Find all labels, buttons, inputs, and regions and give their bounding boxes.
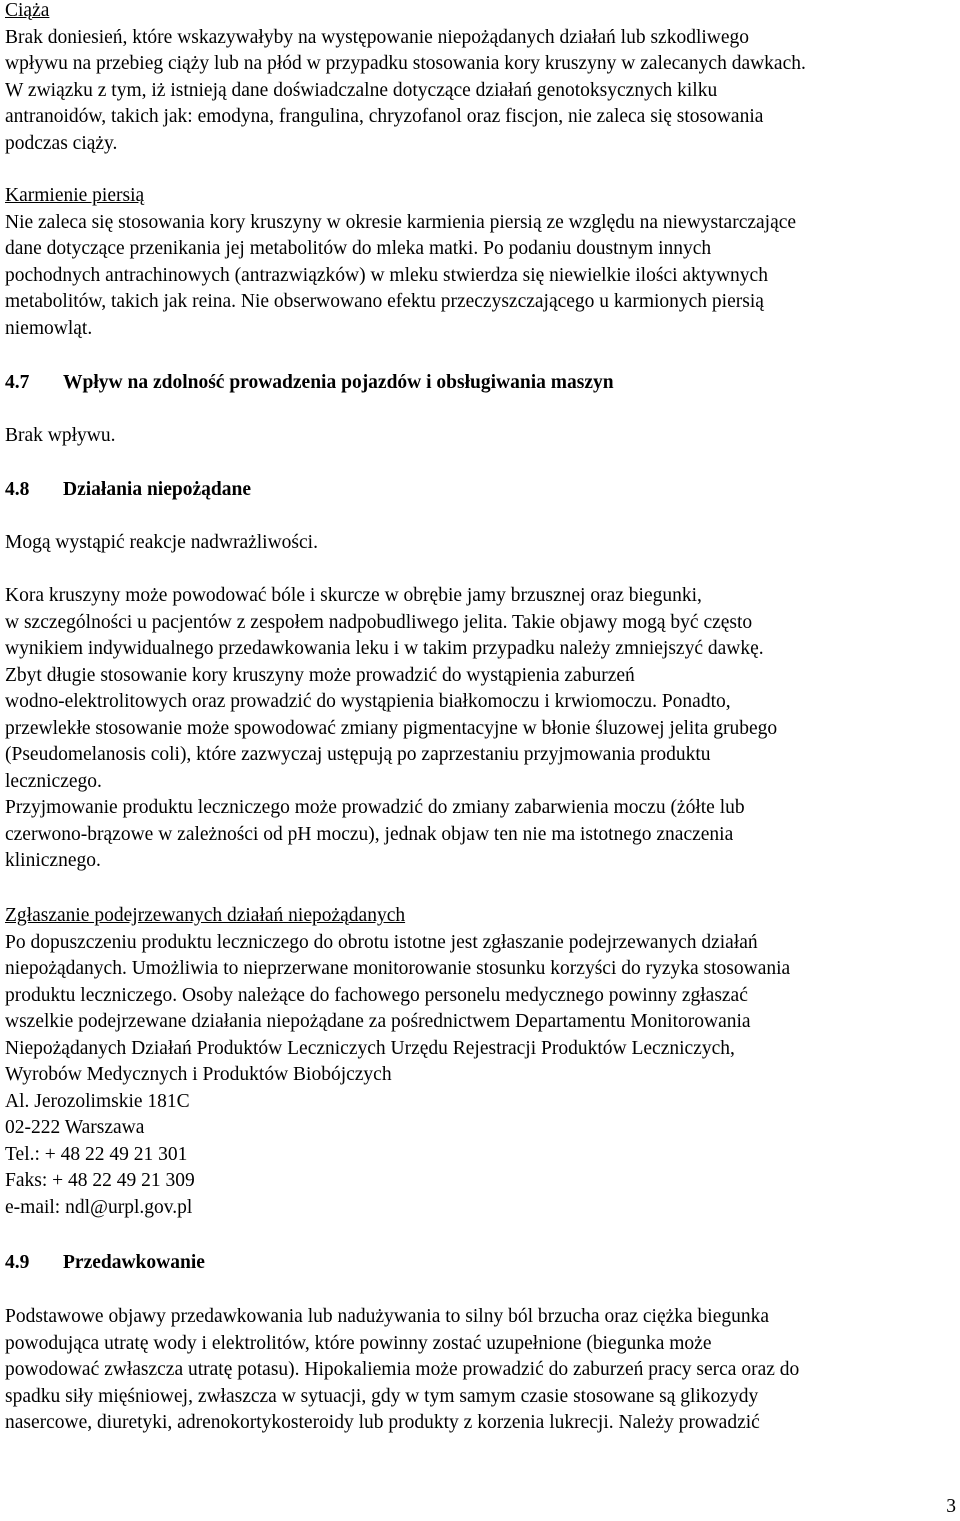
section-4-8-line: wynikiem indywidualnego przedawkowania leku i w takim przypadku należy zmniejszyć dawkę. (5, 638, 764, 659)
section-4-9-line: Podstawowe objawy przedawkowania lub nadużywania to silny ból brzucha oraz ciężka biegunka (5, 1306, 770, 1327)
pregnancy-line: antranoidów, takich jak: emodyna, frangulina, chryzofanol oraz fiscjon, nie zaleca się stosowania (5, 106, 764, 127)
section-title: Wpływ na zdolność prowadzenia pojazdów i obsługiwania maszyn (63, 372, 614, 393)
breastfeeding-line: niemowląt. (5, 317, 93, 339)
section-4-9-heading (5, 1250, 205, 1277)
section-4-8-line: Zbyt długie stosowanie kory kruszyny może prowadzić do wystąpienia zaburzeń (5, 664, 635, 686)
breastfeeding-line: metabolitów, takich jak reina. Nie obserwowano efektu przeczyszczającego u karmionych piersią (5, 291, 764, 312)
pregnancy-section (5, 0, 806, 157)
section-4-8-line: wodno-elektrolitowych oraz prowadzić do wystąpienia białkomoczu i krwiomoczu. Ponadto, (5, 691, 731, 712)
reporting-line: Po dopuszczeniu produktu leczniczego do obrotu istotne jest zgłaszanie podejrzewanych działań (5, 931, 758, 953)
section-4-8-line: klinicznego. (5, 850, 101, 871)
section-4-8-line: Kora kruszyny może powodować bóle i skurcze w obrębie jamy brzusznej oraz biegunki, (5, 585, 702, 606)
section-number: 4.8 (5, 479, 30, 500)
breastfeeding-line: Nie zaleca się stosowania kory kruszyny w okresie karmienia piersią ze względu na niewystarczające (5, 211, 797, 233)
reporting-address: Al. Jerozolimskie 181C (5, 1090, 190, 1112)
pregnancy-line: W związku z tym, iż istnieją dane doświadczalne dotyczące działań genotoksycznych kilku (5, 79, 718, 101)
section-4-8-intro: Mogą wystąpić reakcje nadwrażliwości. (5, 532, 318, 553)
section-4-8-line: (Pseudomelanosis coli), które zazwyczaj ustępują po zaprzestaniu przyjmowania produktu (5, 744, 711, 765)
pregnancy-title: Ciąża (5, 0, 50, 21)
reporting-line: niepożądanych. Umożliwia to nieprzerwane monitorowanie stosunku korzyści do ryzyka stosowania (5, 958, 791, 979)
section-4-8-line: Przyjmowanie produktu leczniczego może prowadzić do zmiany zabarwienia moczu (żółte lub (5, 797, 745, 818)
section-4-8-heading (5, 477, 251, 504)
breastfeeding-line: pochodnych antrachinowych (antrazwiązków) w mleku stwierdza się niewielkie ilości aktywnych (5, 264, 768, 286)
section-4-9-line: spadku siły mięśniowej, zwłaszcza w sytuacji, gdy w tym samym czasie stosowane są glikozydy (5, 1385, 759, 1407)
reporting-fax: Faks: + 48 22 49 21 309 (5, 1170, 195, 1191)
reporting-line: produktu leczniczego. Osoby należące do fachowego personelu medycznego powinny zgłaszać (5, 984, 748, 1006)
reporting-line: Niepożądanych Działań Produktów Leczniczych Urzędu Rejestracji Produktów Leczniczych, (5, 1037, 735, 1059)
pregnancy-line: Brak doniesień, które wskazywałyby na występowanie niepożądanych działań lub szkodliwego (5, 26, 750, 48)
section-4-9-line: powodować zwłaszcza utratę potasu). Hipokaliemia może prowadzić do zaburzeń pracy serca oraz do (5, 1359, 800, 1380)
section-4-7-text: Brak wpływu. (5, 425, 116, 446)
reporting-section (5, 903, 790, 1221)
section-4-7-heading (5, 370, 614, 397)
section-4-9-line: powodująca utratę wody i elektrolitów, które powinny zostać uzupełnione (biegunka może (5, 1332, 712, 1354)
section-4-8-body (5, 583, 777, 875)
section-title: Przedawkowanie (63, 1252, 205, 1273)
section-4-8-line: w szczególności u pacjentów z zespołem nadpobudliwego jelita. Takie objawy mogą być często (5, 611, 753, 633)
pregnancy-line: wpływu na przebieg ciąży lub na płód w przypadku stosowania kory kruszyny w zalecanych dawkach. (5, 53, 806, 74)
reporting-line: Wyrobów Medycznych i Produktów Biobójczych (5, 1064, 392, 1085)
section-title: Działania niepożądane (63, 479, 251, 500)
breastfeeding-line: dane dotyczące przenikania jej metabolitów do mleka matki. Po podaniu doustnym innych (5, 238, 712, 259)
section-4-8-line: czerwono-brązowe w zależności od pH moczu), jednak objaw ten nie ma istotnego znaczenia (5, 823, 734, 845)
section-4-9-body (5, 1304, 799, 1437)
breastfeeding-section (5, 183, 796, 342)
section-4-9-line: nasercowe, diuretyki, adrenokortykosteroidy lub produkty z korzenia lukrecji. Należy prowadzić (5, 1412, 760, 1433)
reporting-title: Zgłaszanie podejrzewanych działań niepożądanych (5, 905, 406, 926)
reporting-line: wszelkie podejrzewane działania niepożądane za pośrednictwem Departamentu Monitorowania (5, 1011, 751, 1032)
page-number: 3 (946, 1496, 956, 1517)
reporting-email: e-mail: ndl@urpl.gov.pl (5, 1196, 193, 1218)
section-number: 4.7 (5, 372, 30, 393)
pregnancy-line: podczas ciąży. (5, 132, 118, 154)
reporting-phone: Tel.: + 48 22 49 21 301 (5, 1143, 188, 1165)
section-number: 4.9 (5, 1252, 30, 1273)
section-4-8-line: przewlekłe stosowanie może spowodować zmiany pigmentacyjne w błonie śluzowej jelita grubego (5, 717, 778, 739)
section-4-8-line: leczniczego. (5, 770, 102, 792)
breastfeeding-title: Karmienie piersią (5, 185, 145, 206)
reporting-city: 02-222 Warszawa (5, 1117, 145, 1138)
